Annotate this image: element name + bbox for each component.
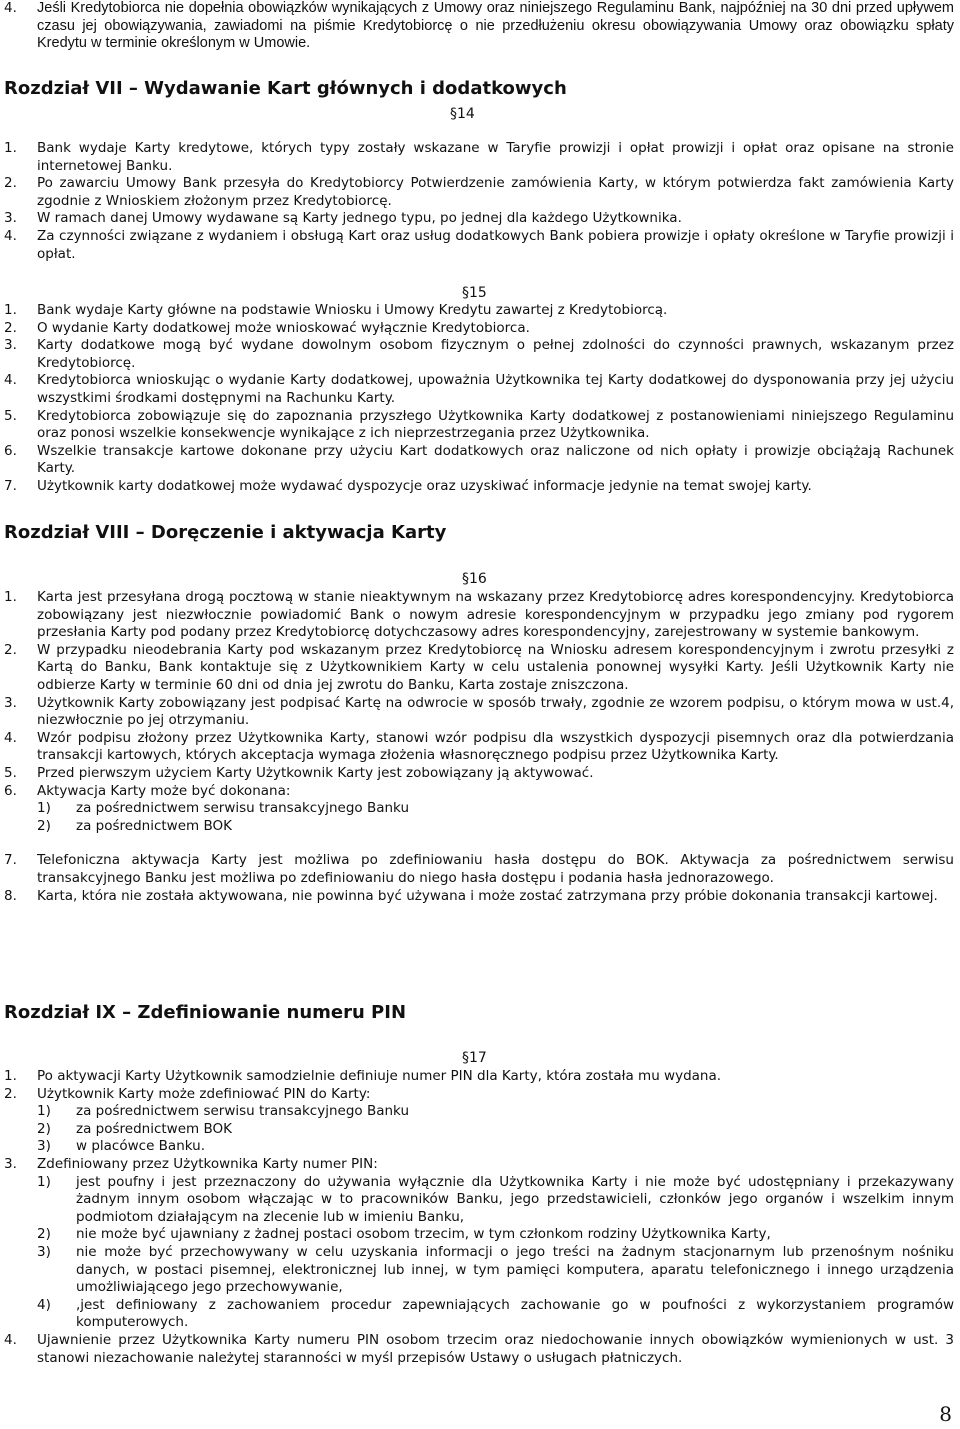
section-15-label: §15 bbox=[462, 285, 487, 301]
list-item: 5. Przed pierwszym użyciem Karty Użytkownik Karty jest zobowiązany ją aktywować. bbox=[4, 764, 594, 781]
list-item: 2. W przypadku nieodebrania Karty pod wskazanym przez Kredytobiorcę na Wniosku adresem korespondencyjnym i zwrotu przesyłki z Kartą do Banku, Bank kontaktuje się z Użytkownikiem Karty w celu ustalenia ponownej wysyłki Karty. Jeśli Użytkownik Karty nie odbierze Karty w terminie 60 dni od dnia jej zwrotu do Banku, Karta zostaje zniszczona. bbox=[4, 641, 954, 693]
list-item: 6. Wszelkie transakcje kartowe dokonane przy użyciu Kart dodatkowych oraz naliczone od nich opłaty i prowizje obciążają Rachunek Karty. bbox=[4, 442, 954, 477]
list-item: 2. Użytkownik Karty może zdefiniować PIN do Karty: bbox=[4, 1085, 371, 1102]
sub-item: 4) ,jest definiowany z zachowaniem procedur zapewniających zachowanie go w poufności z wykorzystaniem programów komputerowych. bbox=[37, 1296, 954, 1331]
list-item: 4. Ujawnienie przez Użytkownika Karty numeru PIN osobom trzecim oraz niedochowanie innych obowiązków wymienionych w ust. 3 stanowi niezachowanie należytej staranności w myśl przepisów Ustawy o usługach płatniczych. bbox=[4, 1331, 954, 1366]
section-16-label: §16 bbox=[462, 571, 487, 587]
sub-item: 2) za pośrednictwem BOK bbox=[37, 1120, 232, 1137]
section-16-list bbox=[4, 589, 954, 905]
list-item: 3. Użytkownik Karty zobowiązany jest podpisać Kartę na odwrocie w sposób trwały, zgodnie ze wzorem podpisu, o którym mowa w ust.4, niezwłocznie po jej otrzymaniu. bbox=[4, 694, 954, 729]
section-17-label: §17 bbox=[462, 1050, 487, 1066]
list-item: 2. Po zawarciu Umowy Bank przesyła do Kredytobiorcy Potwierdzenie zamówienia Karty, w którym potwierdza fakt zamówienia Karty zgodnie z Wnioskiem złożonym przez Kredytobiorcę. bbox=[4, 175, 954, 209]
chapter-9-title: Rozdział IX – Zdefiniowanie numeru PIN bbox=[4, 1002, 407, 1023]
list-item: 1. Po aktywacji Karty Użytkownik samodzielnie definiuje numer PIN dla Karty, która została mu wydana. bbox=[4, 1068, 722, 1084]
list-item: 1. Bank wydaje Karty główne na podstawie Wniosku i Umowy Kredytu zawartej z Kredytobiorcą. bbox=[4, 302, 668, 318]
list-item: 2. O wydanie Karty dodatkowej może wnioskować wyłącznie Kredytobiorca. bbox=[4, 319, 530, 336]
sub-item: 2) nie może być ujawniany z żadnej postaci osobom trzecim, w tym członkom rodziny Użytkownika Karty, bbox=[37, 1226, 771, 1243]
section-17-list bbox=[4, 1068, 954, 1367]
list-item: 4. Kredytobiorca wnioskując o wydanie Karty dodatkowej, upoważnia Użytkownika tej Karty dodatkowej do dysponowania przy jej użyciu wszystkimi środkami dostępnymi na Rachunku Karty. bbox=[4, 372, 954, 406]
list-item: 3. Zdefiniowany przez Użytkownika Karty numer PIN: bbox=[4, 1155, 378, 1172]
list-item: 7. Telefoniczna aktywacja Karty jest możliwa po zdefiniowaniu hasła dostępu do BOK. Aktywacja za pośrednictwem serwisu transakcyjnego Banku jest możliwa po zdefiniowaniu do niego hasła dostępu i podania hasła jednorazowego. bbox=[4, 852, 954, 886]
section-14-label: §14 bbox=[450, 106, 475, 122]
sub-item: 1) za pośrednictwem serwisu transakcyjnego Banku bbox=[37, 1103, 410, 1120]
section-15-list bbox=[4, 302, 954, 496]
list-item: 1. Bank wydaje Karty kredytowe, których typy zostały wskazane w Taryfie prowizji i opłat prowizji i opłat oraz opisane na stronie internetowej Banku. bbox=[4, 140, 954, 174]
page-number: 8 bbox=[939, 1402, 952, 1426]
paragraph-text: Jeśli Kredytobiorca nie dopełnia obowiązków wynikających z Umowy oraz niniejszego Regulaminu Bank, najpóźniej na 30 dni przed upływem czasu jej obowiązywania, zawiadomi na piśmie Kredytobiorcę o nie przedłużeniu okresu obowiązywania Umowy oraz obowiązku spłaty Kredytu w terminie określonym w Umowie. bbox=[37, 0, 954, 52]
list-item: 6. Aktywacja Karty może być dokonana: bbox=[4, 782, 291, 799]
section-14-list bbox=[4, 140, 954, 263]
sub-item: 3) w placówce Banku. bbox=[37, 1138, 206, 1155]
list-item: 3. Karty dodatkowe mogą być wydane dowolnym osobom fizycznym o pełnej zdolności do czynności prawnych, wskazanym przez Kredytobiorcę. bbox=[4, 337, 954, 371]
list-item: 4. Za czynności związane z wydaniem i obsługą Kart oraz usług dodatkowych Bank pobiera prowizje i opłaty określone w Taryfie prowizji i opłat. bbox=[4, 227, 954, 262]
chapter-7-title: Rozdział VII – Wydawanie Kart głównych i dodatkowych bbox=[4, 78, 567, 99]
chapter-8-title: Rozdział VIII – Doręczenie i aktywacja Karty bbox=[4, 522, 447, 543]
intro-list bbox=[4, 0, 954, 53]
list-item: 7. Użytkownik karty dodatkowej może wydawać dyspozycje oraz uzyskiwać informacje jedynie na temat swojej karty. bbox=[4, 477, 812, 494]
list-item: 3. W ramach danej Umowy wydawane są Karty jednego typu, po jednej dla każdego Użytkownika. bbox=[4, 210, 682, 227]
list-item: 1. Karta jest przesyłana drogą pocztową w stanie nieaktywnym na wskazany przez Kredytobiorcę adres korespondencyjny. Kredytobiorca zobowiązany jest niezwłocznie powiadomić Bank o nowym adresie korespondencyjnym w przypadku jego zmiany pod rygorem przesłania Karty pod podany przez Kredytobiorcę dotychczasowy adres korespondencyjny, zarejestrowany w systemie bankowym. bbox=[4, 589, 954, 641]
list-item: 5. Kredytobiorca zobowiązuje się do zapoznania przyszłego Użytkownika Karty dodatkowej z postanowieniami niniejszego Regulaminu oraz ponosi wszelkie konsekwencje wynikające z ich nieprzestrzegania przez Użytkownika. bbox=[4, 407, 954, 442]
sub-item: 2) za pośrednictwem BOK bbox=[37, 817, 232, 834]
list-item: 8. Karta, która nie została aktywowana, nie powinna być używana i może zostać zatrzymana przy próbie dokonania transakcji kartowej. bbox=[4, 887, 938, 904]
sub-item: 3) nie może być przechowywany w celu uzyskania informacji o jego treści na żadnym stacjonarnym lub przenośnym nośniku danych, w postaci pisemnej, elektronicznej lub innej, w tym pamięci komputera, aparatu telefonicznego i innego urządzenia umożliwiającego jego przechowywanie, bbox=[37, 1243, 954, 1296]
sub-item: 1) za pośrednictwem serwisu transakcyjnego Banku bbox=[37, 800, 410, 817]
list-item: 4. Jeśli Kredytobiorca nie dopełnia obowiązków wynikających z Umowy oraz niniejszego Regulaminu Bank, najpóźniej na 30 dni przed upływem czasu jej obowiązywania, zawiadomi na piśmie Kredytobiorcę o nie przedłużeniu okresu obowiązywania Umowy oraz obowiązku spłaty Kredytu w terminie określonym w Umowie. bbox=[4, 0, 954, 52]
list-item: 4. Wzór podpisu złożony przez Użytkownika Karty, stanowi wzór podpisu dla wszystkich dyspozycji pisemnych oraz dla potwierdzania transakcji kartowych, których akceptacja wymaga złożenia własnoręcznego podpisu przez Użytkownika Karty. bbox=[4, 729, 954, 764]
sub-item: 1) jest poufny i jest przeznaczony do używania wyłącznie dla Użytkownika Karty i nie może być udostępniany i przekazywany żadnym innym osobom włączając w to pracowników Banku, jego przedstawicieli, członków jego organów i wszelkim innym podmiotom działającym na zlecenie lub w imieniu Banku, bbox=[37, 1173, 954, 1225]
